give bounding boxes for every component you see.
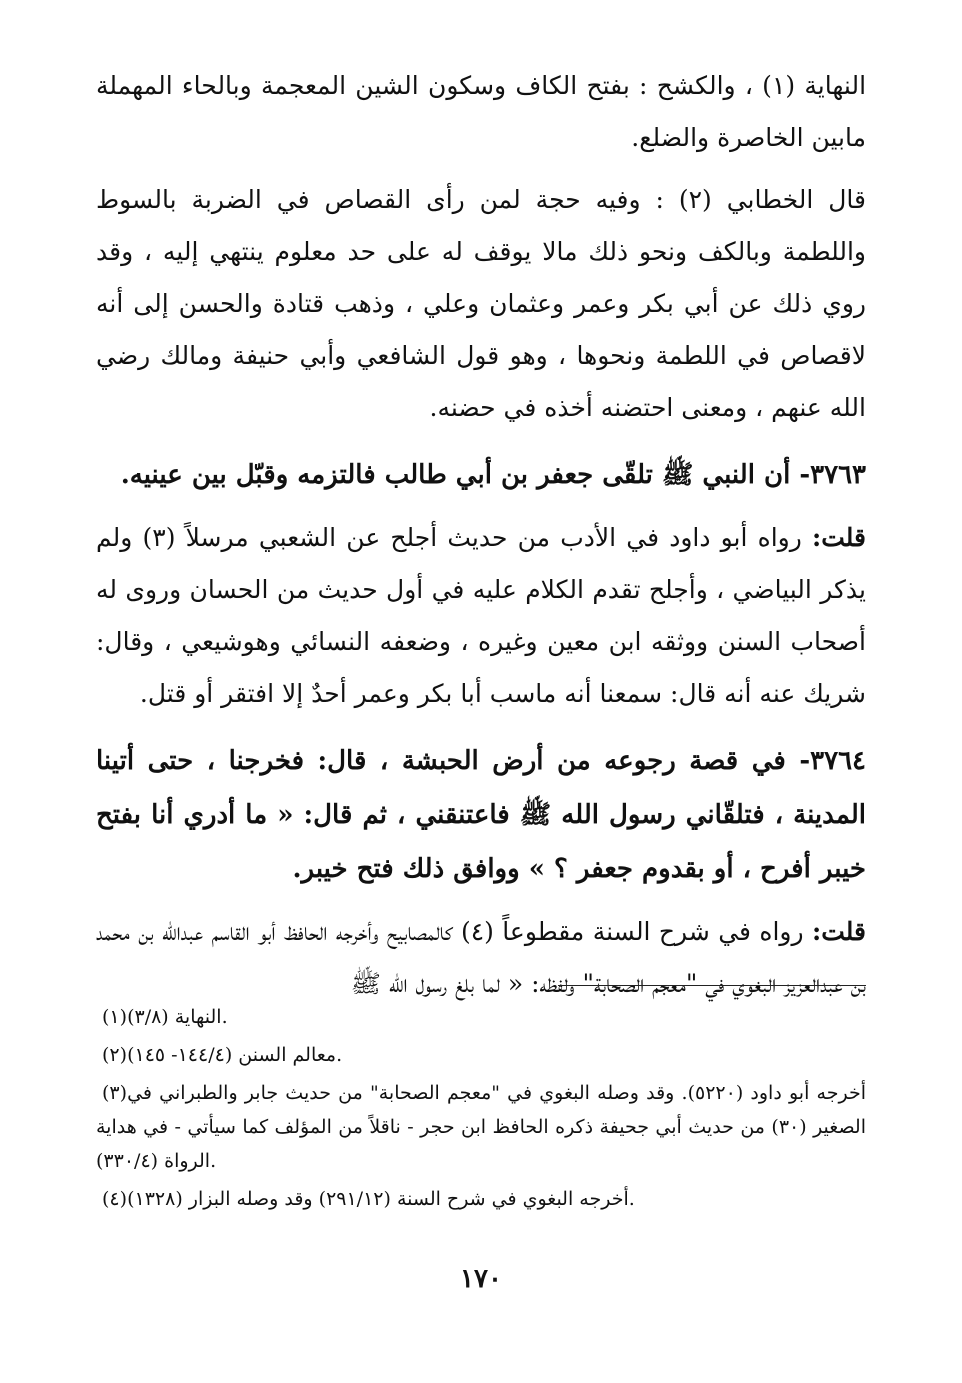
footnote-1 <box>96 1000 866 1034</box>
footnote-text: معالم السنن (١٤٤/٤- ١٤٥). <box>127 1044 343 1066</box>
qultu-label: قلت: <box>811 523 866 552</box>
paragraph-definition: النهاية (١) ، والكشح : بفتح الكاف وسكون الشين المعجمة وبالحاء المهملة مابين الخاصرة والضلع. <box>96 71 867 152</box>
paragraph-khattabi: قال الخطابي (٢) : وفيه حجة لمن رأى القصاص في الضربة بالسوط واللطمة وبالكف ونحو ذلك مالا يوقف له على حد معلوم ينتهي إليه ، وقد روي ذلك عن أبي بكر وعمر وعثمان وعلي ، وذهب قتادة والحسن إلى أنه لاقصاص في اللطمة ونحوها ، وهو قول الشافعي وأبي حنيفة ومالك رضي الله عنهم ، ومعنى احتضنه أخذه في حضنه. <box>96 185 866 422</box>
hadith-3764: ٣٧٦٤- في قصة رجوعه من أرض الحبشة ، قال: فخرجنا ، حتى أتينا المدينة ، فتلقّاني رسول الله ﷺ فاعتنقني ، ثم قال: « ما أدري أنا بفتح خيبر أفرح ، أو بقدوم جعفر ؟ » ووافق ذلك فتح خيبر. <box>96 746 866 884</box>
footnote-separator <box>558 985 866 986</box>
paragraph-commentary-3764 <box>96 906 866 1010</box>
footnote-2 <box>96 1038 866 1072</box>
footnote-4 <box>96 1182 866 1216</box>
footnote-number: (٤) <box>102 1188 128 1210</box>
commentary-text: رواه في شرح السنة مقطوعاً (٤) كالمصابيح وأخرجه الحافظ أبو القاسم عبدالله بن محمد بن عبدالعزيز البغوي في "معجم الصحابة" ولفظه: « لما بلغ رسول الله ﷺ <box>96 917 866 998</box>
footnote-text: أخرجه البغوي في شرح السنة (٢٩١/١٢) وقد وصله البزار (١٣٢٨). <box>127 1188 635 1210</box>
qultu-label: قلت: <box>811 917 866 946</box>
footnote-text: أخرجه أبو داود (٥٢٢٠). وقد وصله البغوي في "معجم الصحابة" من حديث جابر والطبراني في الصغير (٣٠) من حديث أبي جحيفة ذكره الحافظ ابن حجر - ناقلاً من المؤلف كما سيأتي - في هداية الرواة (٣٣٠/٤). <box>96 1082 866 1172</box>
footnote-number: (١) <box>102 1006 128 1028</box>
footnote-3 <box>96 1076 866 1178</box>
commentary-text: رواه أبو داود في الأدب من حديث أجلح عن الشعبي مرسلاً (٣) ولم يذكر البياضي ، وأجلح تقدم الكلام عليه في أول حديث من الحسان وروى له أصحاب السنن ووثقه ابن معين وغيره ، وضعفه النسائي وهوشيعي ، وقال: شريك عنه أنه قال: سمعنا أنه ماسب أبا بكر وعمر أحدٌ إلا افتقر أو قتل. <box>96 523 866 708</box>
page-number: ١٧٠ <box>460 1264 502 1294</box>
hadith-3763: ٣٧٦٣- أن النبي ﷺ تلقّى جعفر بن أبي طالب فالتزمه وقبّل بين عينيه. <box>120 460 866 490</box>
footnote-number: (٢) <box>102 1044 128 1066</box>
footnotes <box>96 1000 866 1220</box>
footnote-number: (٣) <box>102 1082 128 1104</box>
paragraph-commentary-3763 <box>96 512 866 720</box>
footnote-text: النهاية (٣/٨). <box>127 1006 228 1028</box>
